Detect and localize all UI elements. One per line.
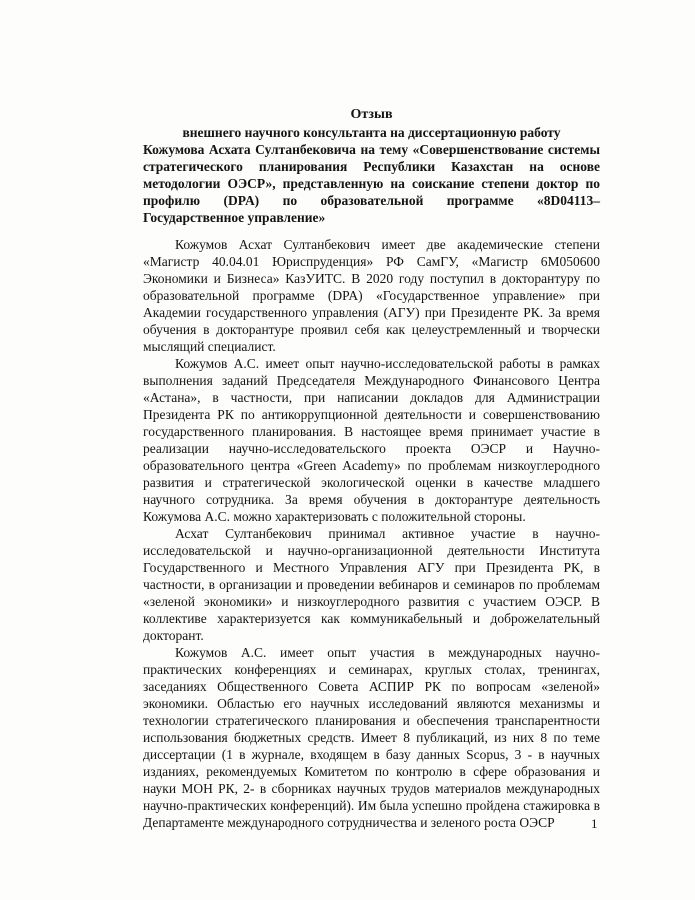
- document-subtitle: внешнего научного консультанта на диссертационную работу: [182, 125, 561, 140]
- header-block: [143, 106, 600, 226]
- document-title: Отзыв: [350, 107, 393, 122]
- document-subject: Кожумова Асхата Султанбековича на тему «Совершенствование системы стратегического планирования Республики Казахстан на основе методологии ОЭСР», представленную на соискание степени доктор по профилю (DPA) по образовательной программе «8D04113–Государственное управление»: [143, 142, 600, 225]
- paragraph-4: Кожумов А.С. имеет опыт участия в международных научно-практических конференциях и семинарах, круглых столах, тренингах, заседаниях Общественного Совета АСПИР РК по вопросам «зеленой» экономики. Областью его научных исследований являются механизмы и технологии стратегического планирования и обеспечения транспарентности использования бюджетных средств. Имеет 8 публикаций, из них 8 по теме диссертации (1 в журнале, входящем в базу данных Scopus, 3 - в научных изданиях, рекомендуемых Комитетом по контролю в сфере образования и науки МОН РК, 2- в сборниках научных трудов материалов международных научно-практических конференций). Им была успешно пройдена стажировка в Департаменте международного сотрудничества и зеленого роста ОЭСР: [143, 645, 600, 830]
- paragraph-2: Кожумов А.С. имеет опыт научно-исследовательской работы в рамках выполнения заданий Председателя Международного Финансового Центра «Астана», в частности, при написании докладов для Администрации Президента РК по антикоррупционной деятельности и совершенствованию государственного планирования. В настоящее время принимает участие в реализации научно-исследовательского проекта ОЭСР и Научно-образовательного центра «Green Academy» по проблемам низкоуглеродного развития и стратегической экологической оценки в качестве младшего научного сотрудника. За время обучения в докторантуре деятельность Кожумова А.С. можно характеризовать с положительной стороны.: [143, 356, 600, 524]
- paragraph-3: Асхат Султанбекович принимал активное участие в научно-исследовательской и научно-организационной деятельности Института Государственного и Местного Управления АГУ при Президента РК, в частности, в организации и проведении вебинаров и семинаров по проблемам «зеленой экономики» и низкоуглеродного развития с участием ОЭСР. В коллективе характеризуется как коммуникабельный и доброжелательный докторант.: [143, 526, 600, 643]
- document-body: [143, 236, 600, 831]
- paragraph-1: Кожумов Асхат Султанбекович имеет две академические степени «Магистр 40.04.01 Юриспруденция» РФ СамГУ, «Магистр 6М050600 Экономики и Бизнеса» КазУИТС. В 2020 году поступил в докторантуру по образовательной программе (DPA) «Государственное управление» при Академии государственного управления (АГУ) при Президенте РК. За время обучения в докторантуре проявил себя как целеустремленный и творчески мыслящий специалист.: [143, 237, 600, 354]
- page-number: 1: [591, 816, 598, 831]
